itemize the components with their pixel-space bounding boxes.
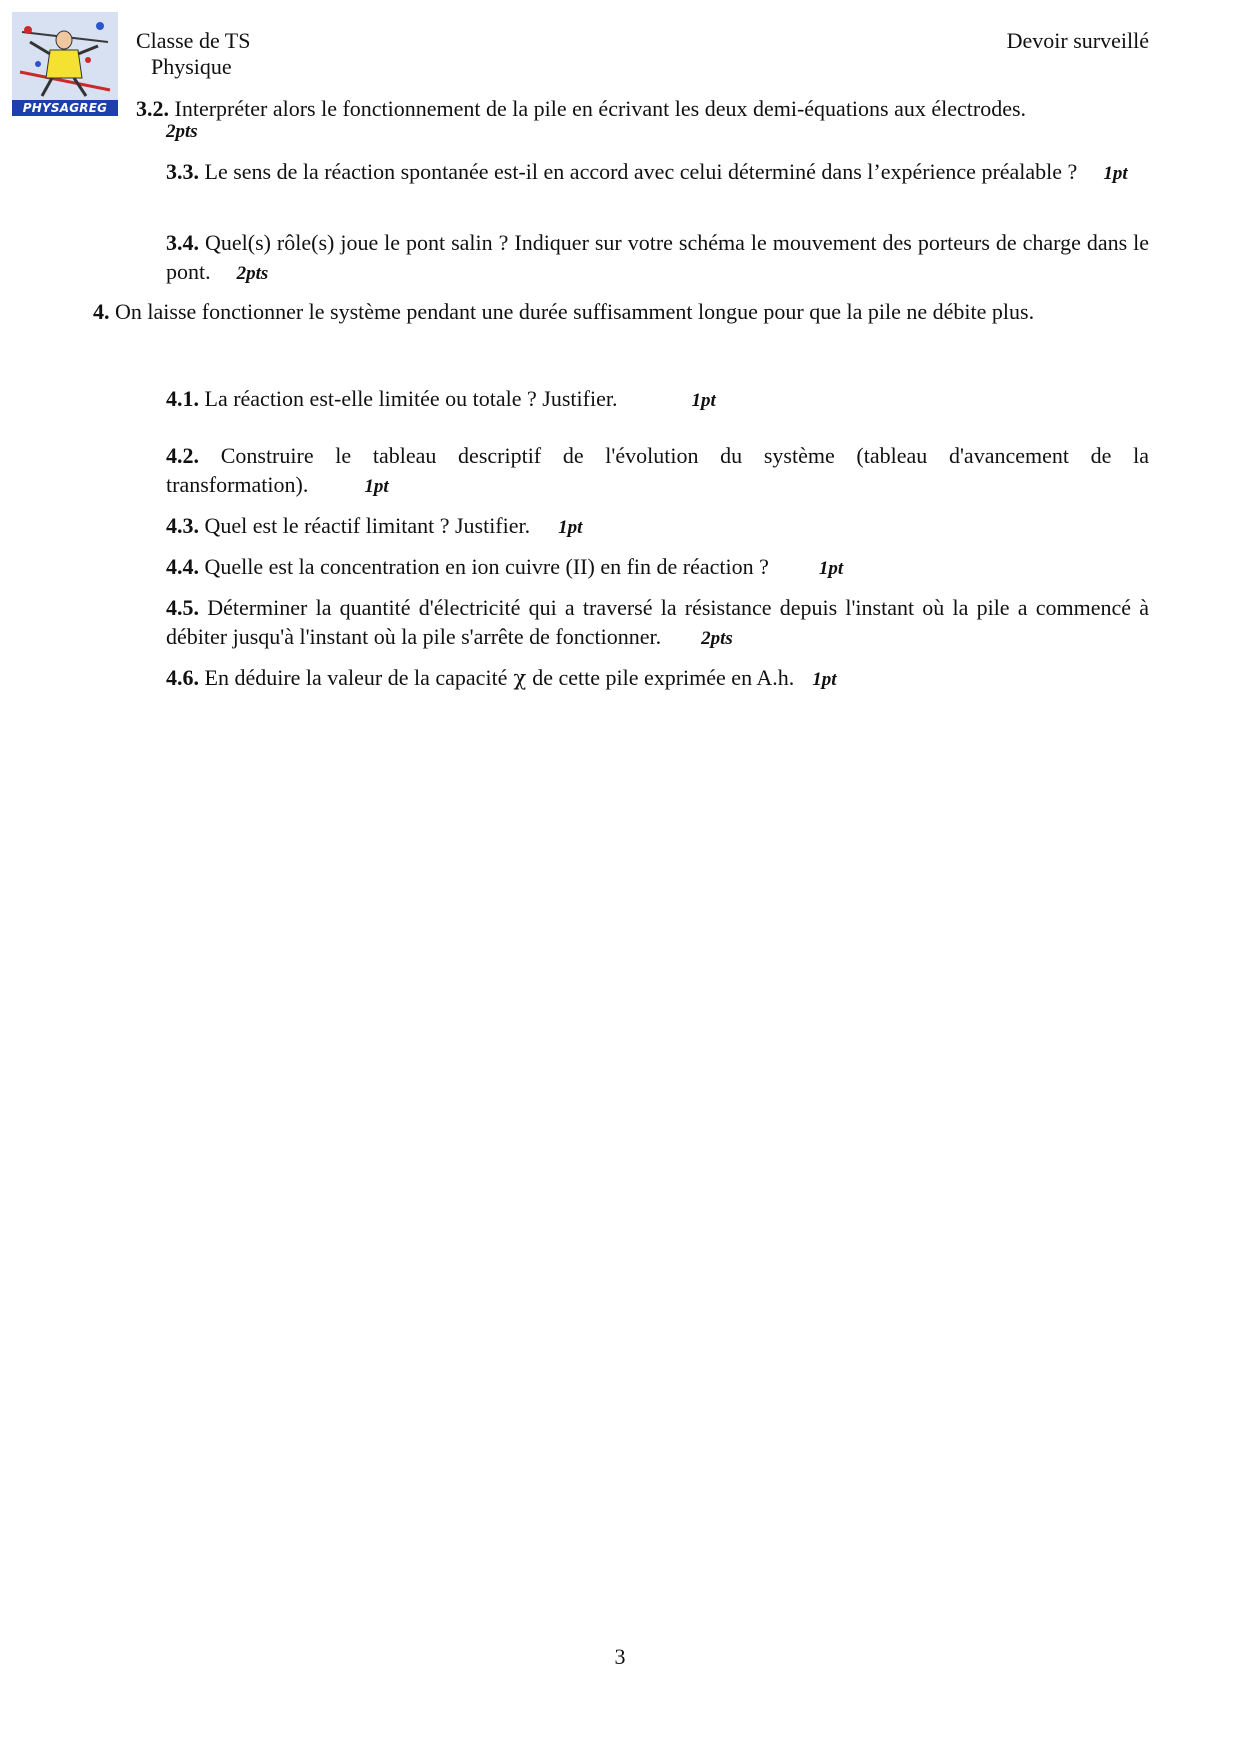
- question-4: [93, 297, 1149, 326]
- question-3-3: [166, 157, 1149, 188]
- question-3-2: [136, 94, 1149, 143]
- question-4-1: [166, 384, 1149, 415]
- question-4-5: [166, 593, 1149, 653]
- question-points: 1pt: [812, 669, 837, 690]
- question-4-6: [166, 663, 1149, 694]
- header-class-label: Classe de TS: [136, 28, 251, 53]
- question-text-before: En déduire la valeur de la capacité: [204, 665, 508, 690]
- question-text: Déterminer la quantité d'électricité qui a traversé la résistance depuis l'instant où la pile a commencé à débiter jusqu'à l'instant où la pile s'arrête de fonctionner.: [166, 595, 1149, 649]
- question-number: 3.2.: [136, 96, 169, 121]
- question-text: Interpréter alors le fonctionnement de la pile en écrivant les deux demi-équations aux électrodes.: [174, 96, 1027, 121]
- question-points: 1pt: [364, 476, 389, 497]
- question-number: 3.4.: [166, 230, 199, 255]
- question-points: 1pt: [818, 558, 844, 579]
- question-number: 4.1.: [166, 386, 199, 411]
- question-text-after: de cette pile exprimée en A.h.: [532, 665, 795, 690]
- question-number: 4.: [93, 299, 110, 324]
- question-number: 3.3.: [166, 159, 199, 184]
- capacity-symbol: χ: [513, 666, 527, 690]
- physagreg-logo: [12, 12, 118, 116]
- question-text: On laisse fonctionner le système pendant une durée suffisamment longue pour que la pile ne débite plus.: [115, 299, 1035, 324]
- question-text: Quel est le réactif limitant ? Justifier.: [204, 513, 531, 538]
- question-text: Quel(s) rôle(s) joue le pont salin ? Indiquer sur votre schéma le mouvement des porteurs de charge dans le pont.: [166, 230, 1150, 284]
- question-4-3: [166, 511, 1149, 542]
- page-number: 3: [614, 1644, 626, 1669]
- question-number: 4.2.: [166, 443, 199, 468]
- question-text: La réaction est-elle limitée ou totale ? Justifier.: [204, 386, 618, 411]
- question-number: 4.3.: [166, 513, 199, 538]
- question-number: 4.6.: [166, 665, 199, 690]
- header-subject: Physique: [151, 54, 232, 79]
- question-points: 1pt: [558, 517, 583, 538]
- question-text: Construire le tableau descriptif de l'évolution du système (tableau d'avancement de la transformation).: [166, 443, 1150, 497]
- question-text: Quelle est la concentration en ion cuivre (II) en fin de réaction ?: [204, 554, 769, 579]
- question-4-4: [166, 552, 1149, 583]
- question-points: 2pts: [166, 121, 198, 142]
- question-points: 2pts: [701, 628, 733, 649]
- question-points: 1pt: [691, 390, 716, 411]
- header-doc-type: Devoir surveillé: [1006, 28, 1149, 53]
- question-number: 4.4.: [166, 554, 199, 579]
- logo-figure-illustration: [12, 12, 118, 100]
- question-points: 1pt: [1103, 163, 1128, 184]
- question-number: 4.5.: [166, 595, 199, 620]
- question-text: Le sens de la réaction spontanée est-il en accord avec celui déterminé dans l’expérience préalable ?: [204, 159, 1078, 184]
- logo-caption: PHYSAGREG: [12, 100, 118, 116]
- question-3-4: [166, 228, 1149, 288]
- question-4-2: [166, 441, 1149, 501]
- question-points: 2pts: [236, 263, 269, 284]
